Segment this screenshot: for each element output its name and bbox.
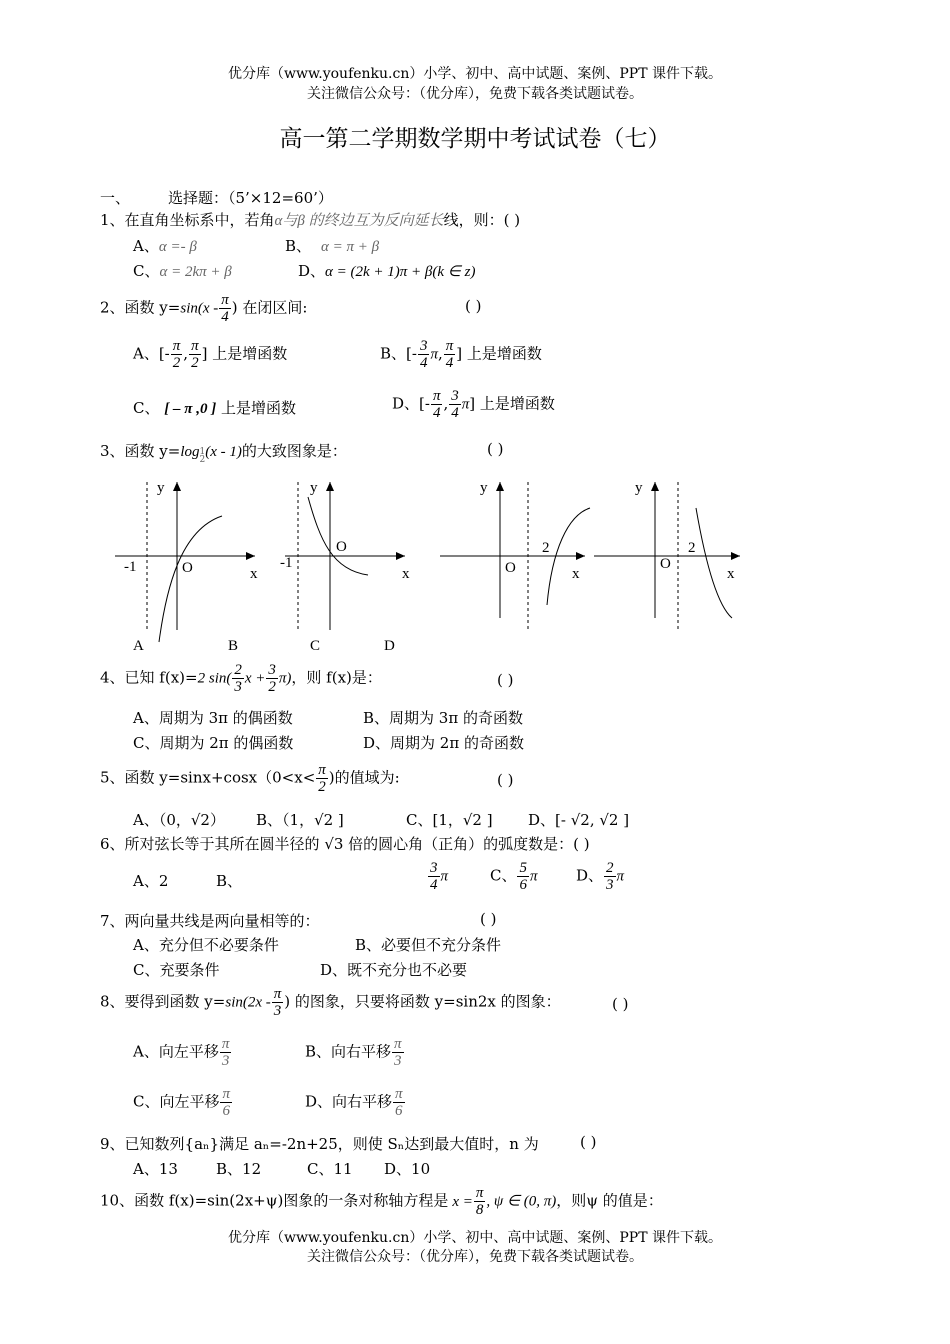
graph-a-x-label: x (250, 566, 258, 582)
q8-option-c: C、向左平移 $\frac{\pi}{6}$ (133, 1086, 230, 1119)
graph-a (115, 480, 258, 642)
graph-d-two: 2 (688, 540, 696, 556)
q7-answer-paren: ( ) (480, 910, 497, 928)
q8-option-d: D、向右平移 $\frac{\pi}{6}$ (305, 1086, 403, 1119)
q2-option-a: A、[- $\frac{\pi}{2}$ , $\frac{\pi}{2}$ ] 上是增函数 (133, 338, 288, 371)
q8-option-b: B、向右平移 $\frac{\pi}{3}$ (305, 1036, 402, 1069)
q9-option-c: C、11 (307, 1160, 353, 1178)
q1-stem-c: 线，则：( ) (443, 211, 521, 229)
q3-answer-paren: ( ) (487, 440, 504, 458)
q1-option-d: D、α = (2k + 1)π + β(k ∈ z) (298, 262, 476, 280)
q5-option-a: A、（0，√2） (133, 811, 225, 829)
question-10: 10、函数 f(x)=sin(2x+ψ)图象的一条对称轴方程是 x = $\frac{\pi}{8}$ , ψ ∈ (0, π)，则ψ 的值是： (100, 1185, 663, 1218)
footer-line-2: 关注微信公众号：（优分库），免费下载各类试题试卷。 (307, 1249, 643, 1265)
q6-option-c: C、 $\frac{5}{6}$ π (490, 860, 538, 893)
q8-answer-paren: ( ) (612, 995, 629, 1013)
graph-a-caption: A (133, 638, 144, 654)
graph-b-neg1: -1 (280, 555, 293, 571)
q6-option-d: D、 $\frac{2}{3}$ π (576, 860, 625, 893)
question-4: 4、已知 f(x)=2 sin( $\frac{2}{3}$ x + $\frac{3}{2}$ π)，则 f(x)是： (100, 662, 382, 695)
graph-d-caption: D (384, 638, 395, 654)
graph-d-origin: O (660, 556, 671, 572)
q6-option-a: A、2 (133, 872, 169, 890)
q1-stem-b: α与β 的终边互为反向延长 (274, 213, 444, 229)
graph-d-x-label: x (727, 566, 735, 582)
q6-option-b: B、 (216, 872, 243, 890)
q9-option-b: B、12 (216, 1160, 262, 1178)
q4-option-c: C、周期为 2π 的偶函数 (133, 734, 294, 752)
q2-answer-paren: ( ) (465, 297, 482, 315)
q1-stem-a: 1、在直角坐标系中，若角 (100, 211, 275, 229)
q1-option-c: C、α = 2kπ + β (133, 262, 232, 280)
graph-d-y-label: y (635, 480, 643, 496)
q1-option-a: A、α =- β (133, 237, 197, 255)
question-2: 2、函数 y=sin(x - $\frac{\pi}{4}$ ) 在闭区间: (100, 292, 308, 325)
q5-option-b: B、（1，√2 ] (256, 811, 344, 829)
page-title: 高一第二学期数学期中考试试卷（七） (279, 126, 671, 152)
q9-option-a: A、13 (133, 1160, 178, 1178)
q4-option-d: D、周期为 2π 的奇函数 (363, 734, 524, 752)
graph-a-y-label: y (157, 480, 165, 496)
q4-option-b: B、周期为 3π 的奇函数 (363, 709, 523, 727)
q4-option-a: A、周期为 3π 的偶函数 (133, 709, 293, 727)
graph-b-origin: O (336, 539, 347, 555)
q5-option-d: D、[- √2, √2 ] (528, 811, 630, 829)
graph-a-neg1: -1 (124, 559, 137, 575)
question-1 (100, 209, 520, 230)
q7-option-b: B、必要但不充分条件 (355, 936, 502, 954)
section-title: 选择题：（5’×12=60’） (168, 189, 333, 207)
graph-a-origin: O (182, 560, 193, 576)
q5-option-c: C、[1，√2 ] (406, 811, 493, 829)
q8-option-a: A、向左平移 $\frac{\pi}{3}$ (133, 1036, 230, 1069)
q2-option-b: B、[- $\frac{3}{4}$ π, $\frac{\pi}{4}$ ] 上是增函数 (380, 338, 542, 371)
section-number: 一、 (100, 189, 131, 207)
q4-answer-paren: ( ) (497, 671, 514, 689)
q7-option-a: A、充分但不必要条件 (133, 936, 279, 954)
graph-c (440, 480, 590, 630)
graph-c-two: 2 (542, 540, 550, 556)
graph-b-x-label: x (402, 566, 410, 582)
question-7: 7、两向量共线是两向量相等的： (100, 912, 320, 930)
header-line-1: 优分库（www.youfenku.cn）小学、初中、高中试题、案例、PPT 课件下载。 (227, 66, 722, 82)
question-9: 9、已知数列{aₙ}满足 aₙ=-2n+25，则使 Sₙ达到最大值时，n 为 (100, 1135, 539, 1153)
graph-b-y-label: y (310, 480, 318, 496)
question-5: 5、函数 y=sinx+cosx（0<x< $\frac{\pi}{2}$ )的值域为: (100, 762, 400, 795)
graph-d (594, 480, 740, 630)
graph-c-origin: O (505, 560, 516, 576)
q5-answer-paren: ( ) (497, 771, 514, 789)
q1-option-b: B、 α = π + β (285, 237, 380, 255)
q3-graphs (100, 470, 750, 660)
q7-option-c: C、充要条件 (133, 961, 220, 979)
graph-c-y-label: y (480, 480, 488, 496)
footer-line-1: 优分库（www.youfenku.cn）小学、初中、高中试题、案例、PPT 课件下载。 (227, 1230, 722, 1246)
question-8: 8、要得到函数 y=sin(2x - $\frac{\pi}{3}$ ) 的图象，只要将函数 y=sin2x 的图象： (100, 986, 561, 1019)
q9-option-d: D、10 (384, 1160, 431, 1178)
question-6: 6、所对弦长等于其所在圆半径的 √3 倍的圆心角（正角）的弧度数是：( ) (100, 835, 590, 853)
q9-answer-paren: ( ) (580, 1133, 597, 1151)
graph-c-caption: C (310, 638, 321, 654)
question-3: 3、函数 y=log 1 2 (x - 1)的大致图象是： (100, 442, 347, 465)
graph-c-x-label: x (572, 566, 580, 582)
q2-option-d: D、[- $\frac{\pi}{4}$ , $\frac{3}{4}$ π] 上是增函数 (392, 388, 555, 421)
header-line-2: 关注微信公众号：（优分库），免费下载各类试题试卷。 (307, 86, 643, 102)
q7-option-d: D、既不充分也不必要 (320, 961, 468, 979)
q6-option-b-value: $\frac{3}{4}$ π (430, 860, 449, 893)
q2-option-c: C、 [ – π ,0 ] 上是增函数 (133, 399, 296, 417)
graph-b-caption: B (228, 638, 239, 654)
graph-b (280, 480, 410, 630)
